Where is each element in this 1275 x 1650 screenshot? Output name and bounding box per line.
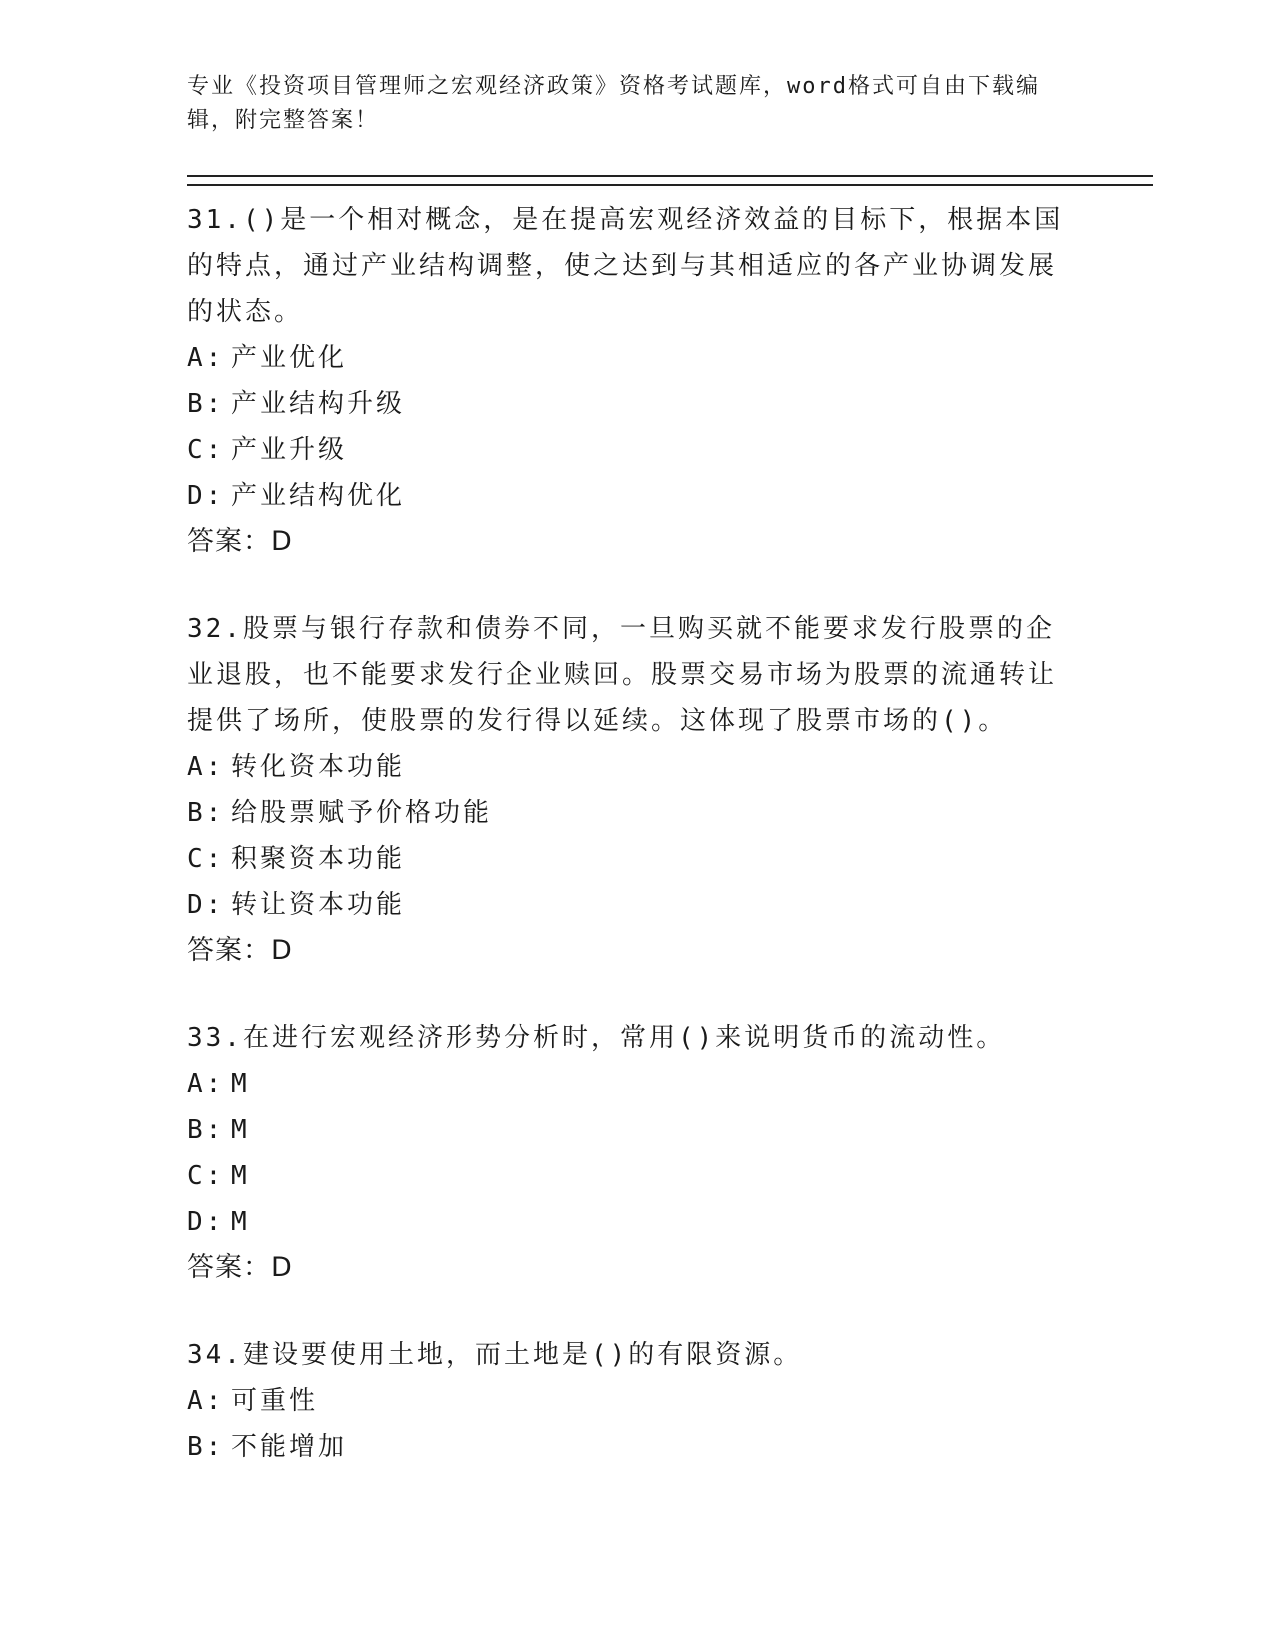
option-a [187, 1061, 1147, 1107]
option-text: 给股票赋予价格功能 [231, 798, 493, 828]
option-text: 积聚资本功能 [231, 844, 406, 874]
document-page [187, 70, 1147, 1470]
option-label: A: [187, 1386, 225, 1416]
option-text: 产业优化 [231, 343, 348, 373]
question-32 [187, 606, 1147, 974]
option-text: 转让资本功能 [231, 890, 406, 920]
option-text: 产业结构升级 [231, 389, 406, 419]
option-label: C: [187, 844, 225, 874]
option-label: B: [187, 1432, 225, 1462]
question-stem: 34.建设要使用土地，而土地是()的有限资源。 [187, 1340, 803, 1370]
option-label: A: [187, 752, 225, 782]
option-text: 产业升级 [231, 435, 348, 465]
option-d [187, 1199, 1147, 1245]
option-text: M [231, 1069, 250, 1099]
option-label: C: [187, 1161, 225, 1191]
option-text: M [231, 1207, 250, 1237]
option-text: 不能增加 [231, 1432, 348, 1462]
option-label: A: [187, 1069, 225, 1099]
document-header: 专业《投资项目管理师之宏观经济政策》资格考试题库，word格式可自由下载编辑，附完整答案！ [187, 74, 1040, 133]
option-text: 产业结构优化 [231, 481, 406, 511]
question-33 [187, 1015, 1147, 1291]
option-text: M [231, 1161, 250, 1191]
option-d [187, 882, 1147, 928]
answer-line: 答案：D [187, 526, 293, 557]
option-a [187, 744, 1147, 790]
option-b [187, 790, 1147, 836]
question-stem: 33.在进行宏观经济形势分析时，常用()来说明货币的流动性。 [187, 1023, 1006, 1053]
answer-line: 答案：D [187, 1252, 293, 1283]
option-label: D: [187, 481, 225, 511]
option-text: 可重性 [231, 1386, 319, 1416]
option-label: D: [187, 1207, 225, 1237]
option-label: B: [187, 798, 225, 828]
option-text: 转化资本功能 [231, 752, 406, 782]
question-stem: 32.股票与银行存款和债券不同，一旦购买就不能要求发行股票的企业退股，也不能要求发行企业赎回。股票交易市场为股票的流通转让提供了场所，使股票的发行得以延续。这体现了股票市场的()。 [187, 614, 1058, 736]
option-label: C: [187, 435, 225, 465]
question-34 [187, 1332, 1147, 1470]
option-b [187, 1424, 1147, 1470]
option-b [187, 381, 1147, 427]
option-label: B: [187, 389, 225, 419]
answer-line: 答案：D [187, 935, 293, 966]
option-label: A: [187, 343, 225, 373]
question-31 [187, 197, 1147, 565]
option-a [187, 335, 1147, 381]
option-label: B: [187, 1115, 225, 1145]
option-a [187, 1378, 1147, 1424]
option-label: D: [187, 890, 225, 920]
double-rule-divider [187, 175, 1153, 186]
option-c [187, 836, 1147, 882]
option-text: M [231, 1115, 250, 1145]
option-b [187, 1107, 1147, 1153]
option-d [187, 473, 1147, 519]
question-stem: 31.()是一个相对概念，是在提高宏观经济效益的目标下，根据本国的特点，通过产业结构调整，使之达到与其相适应的各产业协调发展的状态。 [187, 205, 1064, 327]
option-c [187, 1153, 1147, 1199]
option-c [187, 427, 1147, 473]
